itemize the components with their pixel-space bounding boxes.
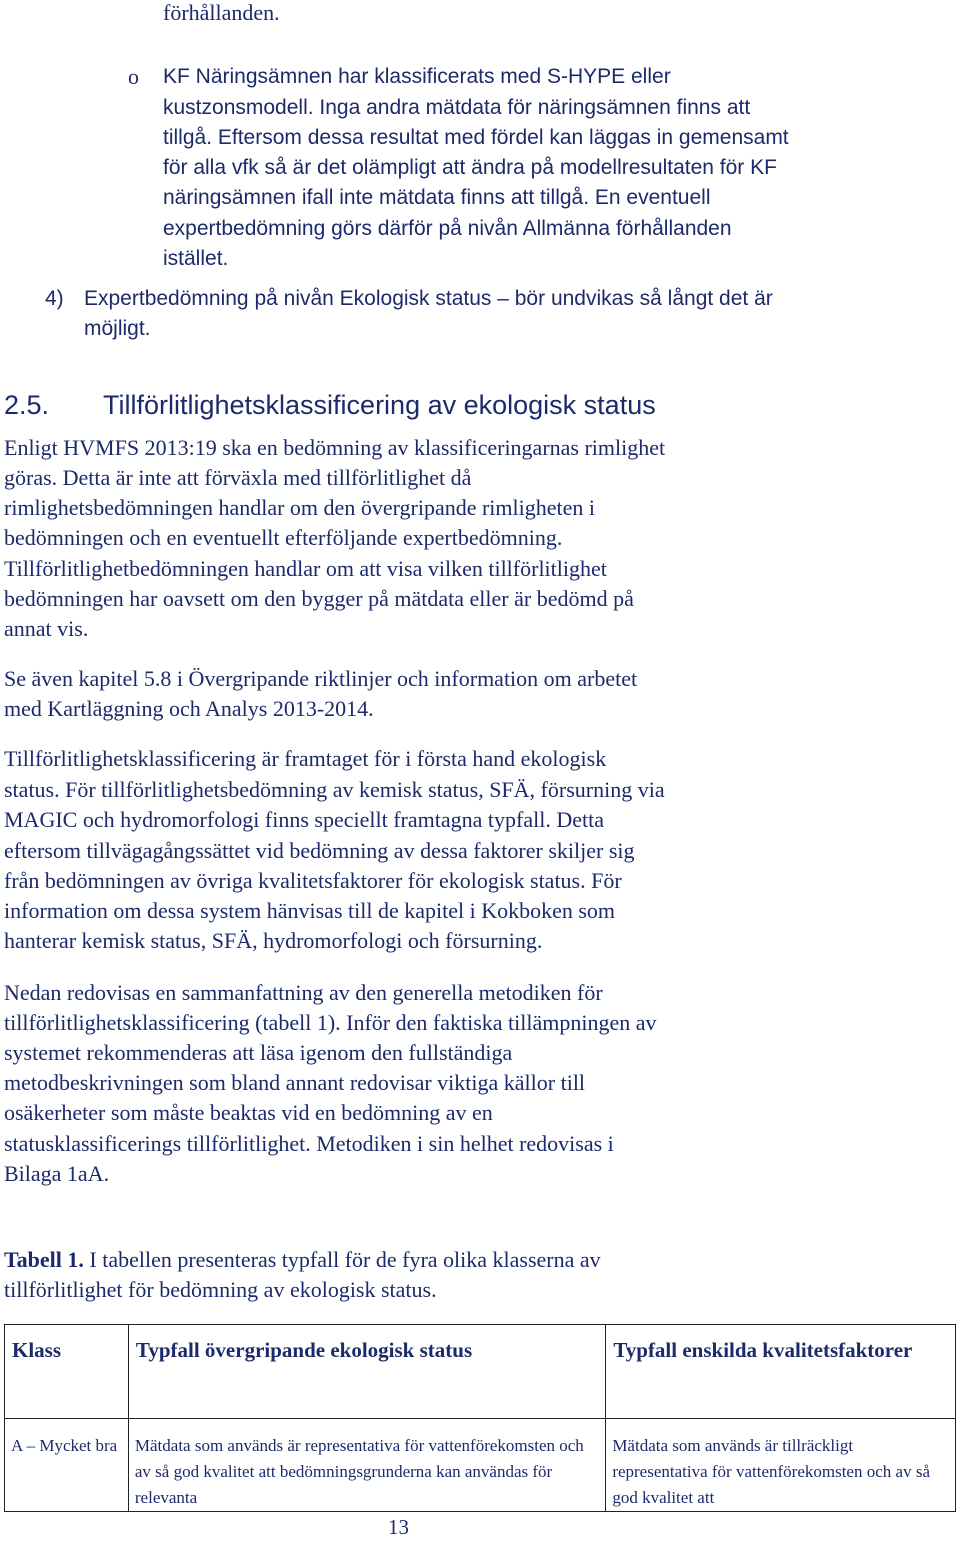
paragraph-line: systemet rekommenderas att läsa igenom den fullständiga [4,1040,513,1065]
paragraph-line: status. För tillförlitlighetsbedömning av kemisk status, SFÄ, försurning via [4,777,665,802]
list-number: 4) [45,287,64,310]
table-caption-label: Tabell 1. [4,1247,84,1272]
paragraph-line: från bedömningen av övriga kvalitetsfaktorer för ekologisk status. För [4,868,622,893]
paragraph-line: statusklassificerings tillförlitlighet. Metodiken i sin helhet redovisas i [4,1131,614,1156]
table-header-row [5,1325,956,1419]
typfall-table [4,1324,956,1512]
paragraph-line: eftersom tillvägagångssättet vid bedömning av dessa faktorer skiljer sig [4,838,635,863]
paragraph-line: metodbeskrivningen som bland annant redovisar viktiga källor till [4,1070,586,1095]
paragraph-line: Nedan redovisas en sammanfattning av den generella metodiken för [4,980,603,1005]
paragraph-line: information om dessa system hänvisas till de kapitel i Kokboken som [4,898,616,923]
section-title: Tillförlitlighetsklassificering av ekologisk status [103,390,656,420]
paragraph-line: annat vis. [4,616,89,641]
list-item-text-line: Expertbedömning på nivån Ekologisk status – bör undvikas så långt det är [84,287,773,310]
bullet-text-line: KF Näringsämnen har klassificerats med S-HYPE eller [163,65,671,88]
table-header-cell: Klass [5,1325,129,1419]
table-cell-klass: A – Mycket bra [5,1419,129,1512]
paragraph-line: Bilaga 1aA. [4,1161,110,1186]
paragraph-line: göras. Detta är inte att förväxla med tillförlitlighet då [4,465,472,490]
paragraph-line: tillförlitlighetsklassificering (tabell 1). Inför den faktiska tillämpningen av [4,1010,657,1035]
section-number: 2.5. [4,390,50,420]
table-caption [4,1245,601,1275]
bullet-text-line: näringsämnen ifall inte mätdata finns att tillgå. En eventuell [163,186,711,209]
table-header-cell: Typfall enskilda kvalitetsfaktorer [606,1325,956,1419]
continued-text-line: förhållanden. [163,0,280,25]
paragraph-line: osäkerheter som måste beaktas vid en bedömning av en [4,1100,493,1125]
bullet-text-line: tillgå. Eftersom dessa resultat med fördel kan läggas in gemensamt [163,126,789,149]
bullet-text-line: istället. [163,247,229,270]
bullet-text-line: för alla vfk så är det olämpligt att ändra på modellresultaten för KF [163,156,777,179]
table-caption-line: tillförlitlighet för bedömning av ekologisk status. [4,1277,437,1302]
table-cell: Mätdata som används är representativa för vattenförekomsten och av så god kvalitet att bedömningsgrunderna kan användas för relevanta [128,1419,605,1512]
paragraph-line: hanterar kemisk status, SFÄ, hydromorfologi och försurning. [4,928,543,953]
table-row [5,1419,956,1512]
paragraph-line: Tillförlitlighetsklassificering är framtaget för i första hand ekologisk [4,746,607,771]
paragraph-line: Tillförlitlighetbedömningen handlar om att visa vilken tillförlitlighet [4,556,607,581]
paragraph-line: Enligt HVMFS 2013:19 ska en bedömning av klassificeringarnas rimlighet [4,435,666,460]
bullet-text-line: expertbedömning görs därför på nivån Allmänna förhållanden [163,217,732,240]
paragraph-line: Se även kapitel 5.8 i Övergripande riktlinjer och information om arbetet [4,666,638,691]
paragraph-line: med Kartläggning och Analys 2013-2014. [4,696,374,721]
table-cell: Mätdata som används är tillräckligt representativa för vattenförekomsten och av så god kvalitet att [606,1419,956,1512]
paragraph-line: MAGIC och hydromorfologi finns speciellt framtagna typfall. Detta [4,807,604,832]
list-item-text-line: möjligt. [84,317,151,340]
paragraph-line: rimlighetsbedömningen handlar om den övergripande rimligheten i [4,495,596,520]
table-header-cell: Typfall övergripande ekologisk status [128,1325,605,1419]
bullet-text-line: kustzonsmodell. Inga andra mätdata för näringsämnen finns att [163,96,751,119]
table-caption-text: I tabellen presenteras typfall för de fyra olika klasserna av [83,1247,601,1272]
paragraph-line: bedömningen och en eventuellt efterföljande expertbedömning. [4,525,563,550]
bullet-marker: o [128,64,139,89]
page-number: 13 [388,1515,409,1539]
paragraph-line: bedömningen har oavsett om den bygger på mätdata eller är bedömd på [4,586,634,611]
